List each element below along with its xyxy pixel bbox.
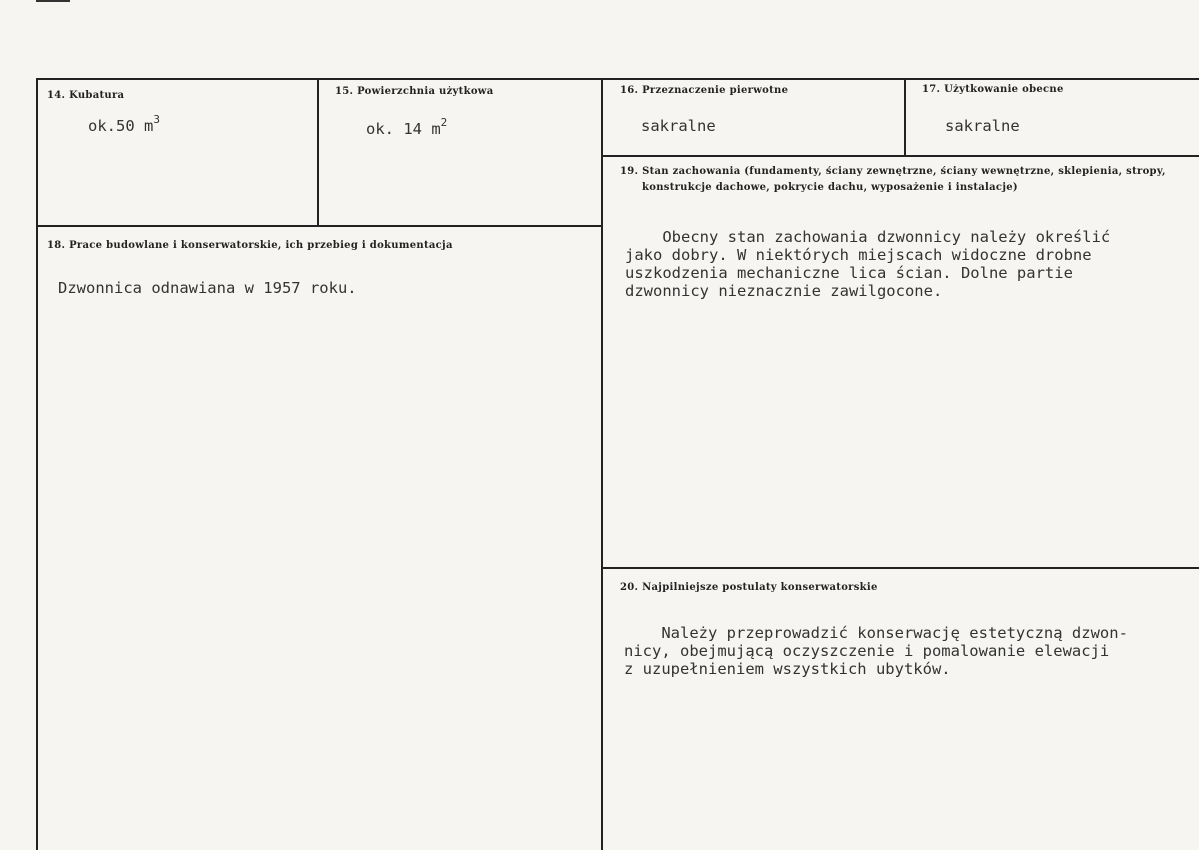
field-19-text-line: Obecny stan zachowania dzwonnicy należy określić	[625, 228, 1111, 246]
field-14-value-text: ok.50 m	[88, 117, 154, 135]
form-top-border	[36, 78, 1199, 80]
field-19-text-line: uszkodzenia mechaniczne lica ścian. Dolne partie	[625, 264, 1073, 282]
col-divider-14-15	[317, 78, 319, 226]
field-15-unit-exponent: 2	[440, 116, 448, 129]
field-15-label: 15. Powierzchnia użytkowa	[335, 86, 494, 97]
row2-divider-right	[602, 567, 1199, 569]
field-20-label: 20. Najpilniejsze postulaty konserwatorskie	[620, 582, 878, 593]
field-19-label-line: konstrukcje dachowe, pokrycie dachu, wyposażenie i instalacje)	[642, 182, 1018, 193]
field-15-value-text: ok. 14 m	[366, 120, 441, 138]
field-18-label: 18. Prace budowlane i konserwatorskie, ich przebieg i dokumentacja	[47, 240, 453, 251]
field-16-value: sakralne	[641, 117, 716, 135]
col-divider-main	[601, 78, 603, 850]
field-19-text-line: jako dobry. W niektórych miejscach widoczne drobne	[625, 246, 1092, 264]
field-20-text-line: nicy, obejmującą oczyszczenie i pomalowanie elewacji	[624, 642, 1110, 660]
form-left-border	[36, 78, 38, 850]
field-17-label: 17. Użytkowanie obecne	[922, 84, 1064, 95]
field-20-text	[624, 624, 1128, 678]
field-20-text-line: z uzupełnieniem wszystkich ubytków.	[624, 660, 951, 678]
field-14-unit-exponent: 3	[153, 113, 160, 126]
field-15-value	[366, 116, 448, 138]
field-19-text-line: dzwonnicy nieznacznie zawilgocone.	[625, 282, 943, 300]
field-18-value: Dzwonnica odnawiana w 1957 roku.	[58, 279, 357, 297]
field-14-label: 14. Kubatura	[47, 90, 125, 101]
row1-divider-left	[36, 225, 603, 227]
field-16-label: 16. Przeznaczenie pierwotne	[620, 85, 789, 96]
field-19-label	[620, 164, 1166, 196]
field-14-value	[88, 113, 160, 135]
field-20-text-line: Należy przeprowadzić konserwację estetyczną dzwon-	[624, 624, 1128, 642]
col-divider-16-17	[904, 78, 906, 156]
field-17-value: sakralne	[945, 117, 1020, 135]
field-19-label-line: 19. Stan zachowania (fundamenty, ściany zewnętrzne, ściany wewnętrzne, sklepienia, stropy,	[620, 166, 1166, 177]
field-19-text	[625, 228, 1110, 300]
top-edge-mark	[36, 0, 70, 2]
row1-divider-right	[602, 155, 1199, 157]
